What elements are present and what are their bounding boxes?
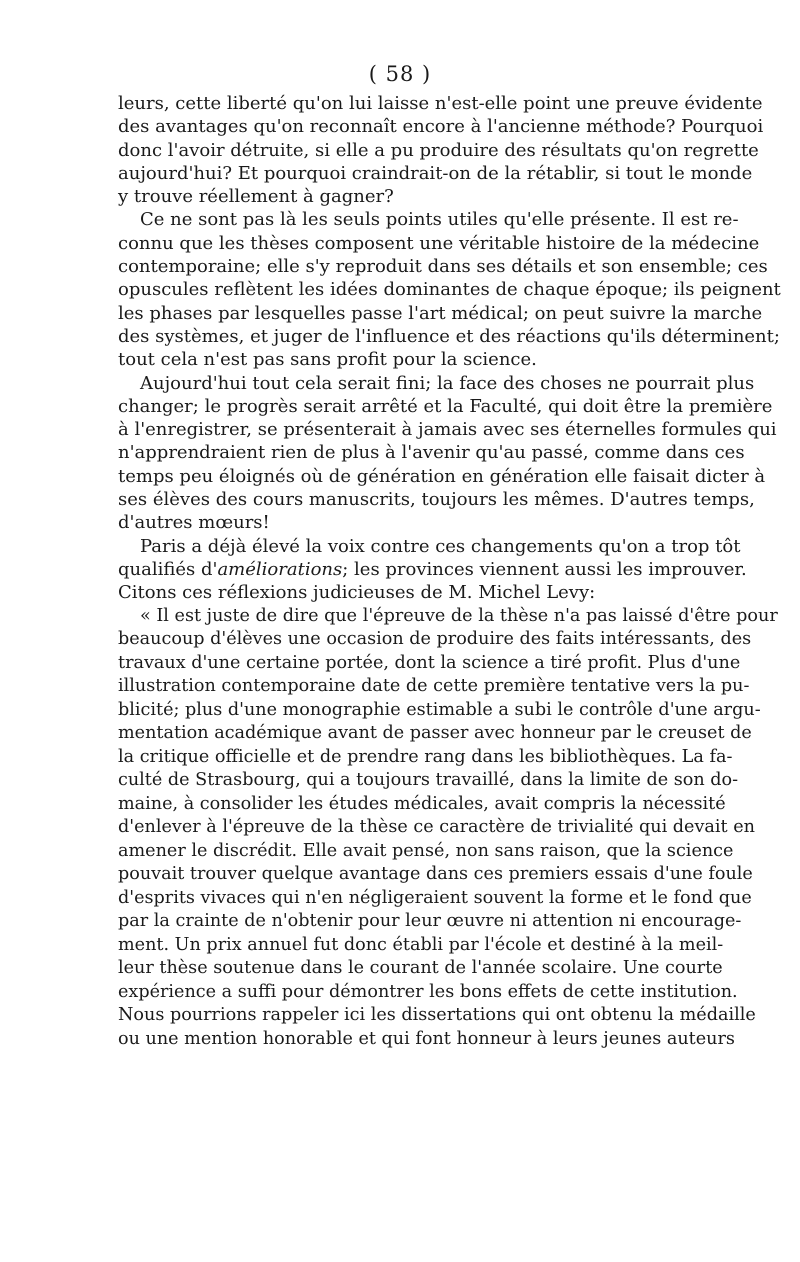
text-line: ment. Un prix annuel fut donc établi par l'école et destiné à la meil-	[118, 934, 724, 955]
text-line: aujourd'hui? Et pourquoi craindrait-on de la rétablir, si tout le monde	[118, 162, 753, 184]
text-line: opuscules reflètent les idées dominantes de chaque époque; ils peignent	[118, 279, 781, 301]
paragraph-paris	[118, 535, 747, 605]
text-line: illustration contemporaine date de cette première tentative vers la pu-	[118, 676, 750, 697]
text-line: ses élèves des cours manuscrits, toujours les mêmes. D'autres temps,	[118, 489, 755, 511]
text-line: par la crainte de n'obtenir pour leur œuvre ni attention ni encourage-	[118, 911, 742, 932]
text-line: n'apprendraient rien de plus à l'avenir qu'au passé, comme dans ces	[118, 442, 745, 464]
text-line: Ce ne sont pas là les seuls points utiles qu'elle présente. Il est re-	[140, 209, 739, 231]
text-line: changer; le progrès serait arrêté et la Faculté, qui doit être la première	[118, 395, 773, 417]
text-line: mentation académique avant de passer avec honneur par le creuset de	[118, 723, 752, 744]
paragraph-theses-history	[118, 208, 781, 371]
text-line: contemporaine; elle s'y reproduit dans ses détails et son ensemble; ces	[118, 256, 768, 278]
text-line: amener le discrédit. Elle avait pensé, non sans raison, que la science	[118, 840, 734, 861]
page-number: ( 58 )	[368, 62, 432, 86]
text-line: « Il est juste de dire que l'épreuve de la thèse n'a pas laissé d'être pour	[140, 605, 778, 626]
text-line: tout cela n'est pas sans profit pour la science.	[118, 349, 537, 371]
text-line: Nous pourrions rappeler ici les dissertations qui ont obtenu la médaille	[118, 1005, 756, 1026]
text-line: la critique officielle et de prendre rang dans les bibliothèques. La fa-	[118, 746, 733, 767]
emphasized-word: améliorations	[217, 558, 343, 580]
text-line: les phases par lesquelles passe l'art médical; on peut suivre la marche	[118, 302, 763, 324]
text-line: des avantages qu'on reconnaît encore à l'ancienne méthode? Pourquoi	[118, 116, 764, 138]
text-line: pouvait trouver quelque avantage dans ces premiers essais d'une foule	[118, 864, 753, 885]
text-line: d'autres mœurs!	[118, 512, 270, 534]
text-line: connu que les thèses composent une véritable histoire de la médecine	[118, 232, 760, 254]
text-line: leurs, cette liberté qu'on lui laisse n'est-elle point une preuve évidente	[118, 93, 763, 114]
paragraph-today	[118, 372, 777, 535]
quotation-michel-levy	[118, 605, 778, 1052]
text-line: à l'enregistrer, se présenterait à jamais avec ses éternelles formules qui	[118, 419, 777, 441]
text-line: d'esprits vivaces qui n'en négligeraient souvent la forme et le fond que	[118, 887, 752, 908]
text-line: qualifiés d'améliorations; les provinces viennent aussi les improuver.	[118, 558, 747, 580]
text-line: maine, à consolider les études médicales, avait compris la nécessité	[118, 793, 726, 814]
text-line: blicité; plus d'une monographie estimable a subi le contrôle d'une argu-	[118, 699, 761, 720]
text-line: Citons ces réflexions judicieuses de M. Michel Levy:	[118, 582, 596, 604]
text-line: travaux d'une certaine portée, dont la science a tiré profit. Plus d'une	[118, 652, 741, 673]
continuation-paragraph	[118, 92, 764, 208]
text-line: expérience a suffi pour démontrer les bons effets de cette institution.	[118, 981, 738, 1002]
text-line: culté de Strasbourg, qui a toujours travaillé, dans la limite de son do-	[118, 770, 739, 791]
text-line: Aujourd'hui tout cela serait fini; la face des choses ne pourrait plus	[140, 372, 755, 394]
text-line: beaucoup d'élèves une occasion de produire des faits intéressants, des	[118, 629, 752, 650]
text-line: Paris a déjà élevé la voix contre ces changements qu'on a trop tôt	[140, 535, 741, 557]
text-line: leur thèse soutenue dans le courant de l'année scolaire. Une courte	[118, 958, 723, 979]
page-body	[118, 92, 781, 1051]
text-line: donc l'avoir détruite, si elle a pu produire des résultats qu'on regrette	[118, 139, 759, 161]
text-line: ou une mention honorable et qui font honneur à leurs jeunes auteurs	[118, 1028, 735, 1049]
text-line: y trouve réellement à gagner?	[118, 186, 394, 208]
text-line: d'enlever à l'épreuve de la thèse ce caractère de trivialité qui devait en	[118, 817, 755, 838]
text-line: temps peu éloignés où de génération en génération elle faisait dicter à	[118, 465, 766, 487]
text-line: des systèmes, et juger de l'influence et des réactions qu'ils déterminent;	[118, 325, 780, 347]
